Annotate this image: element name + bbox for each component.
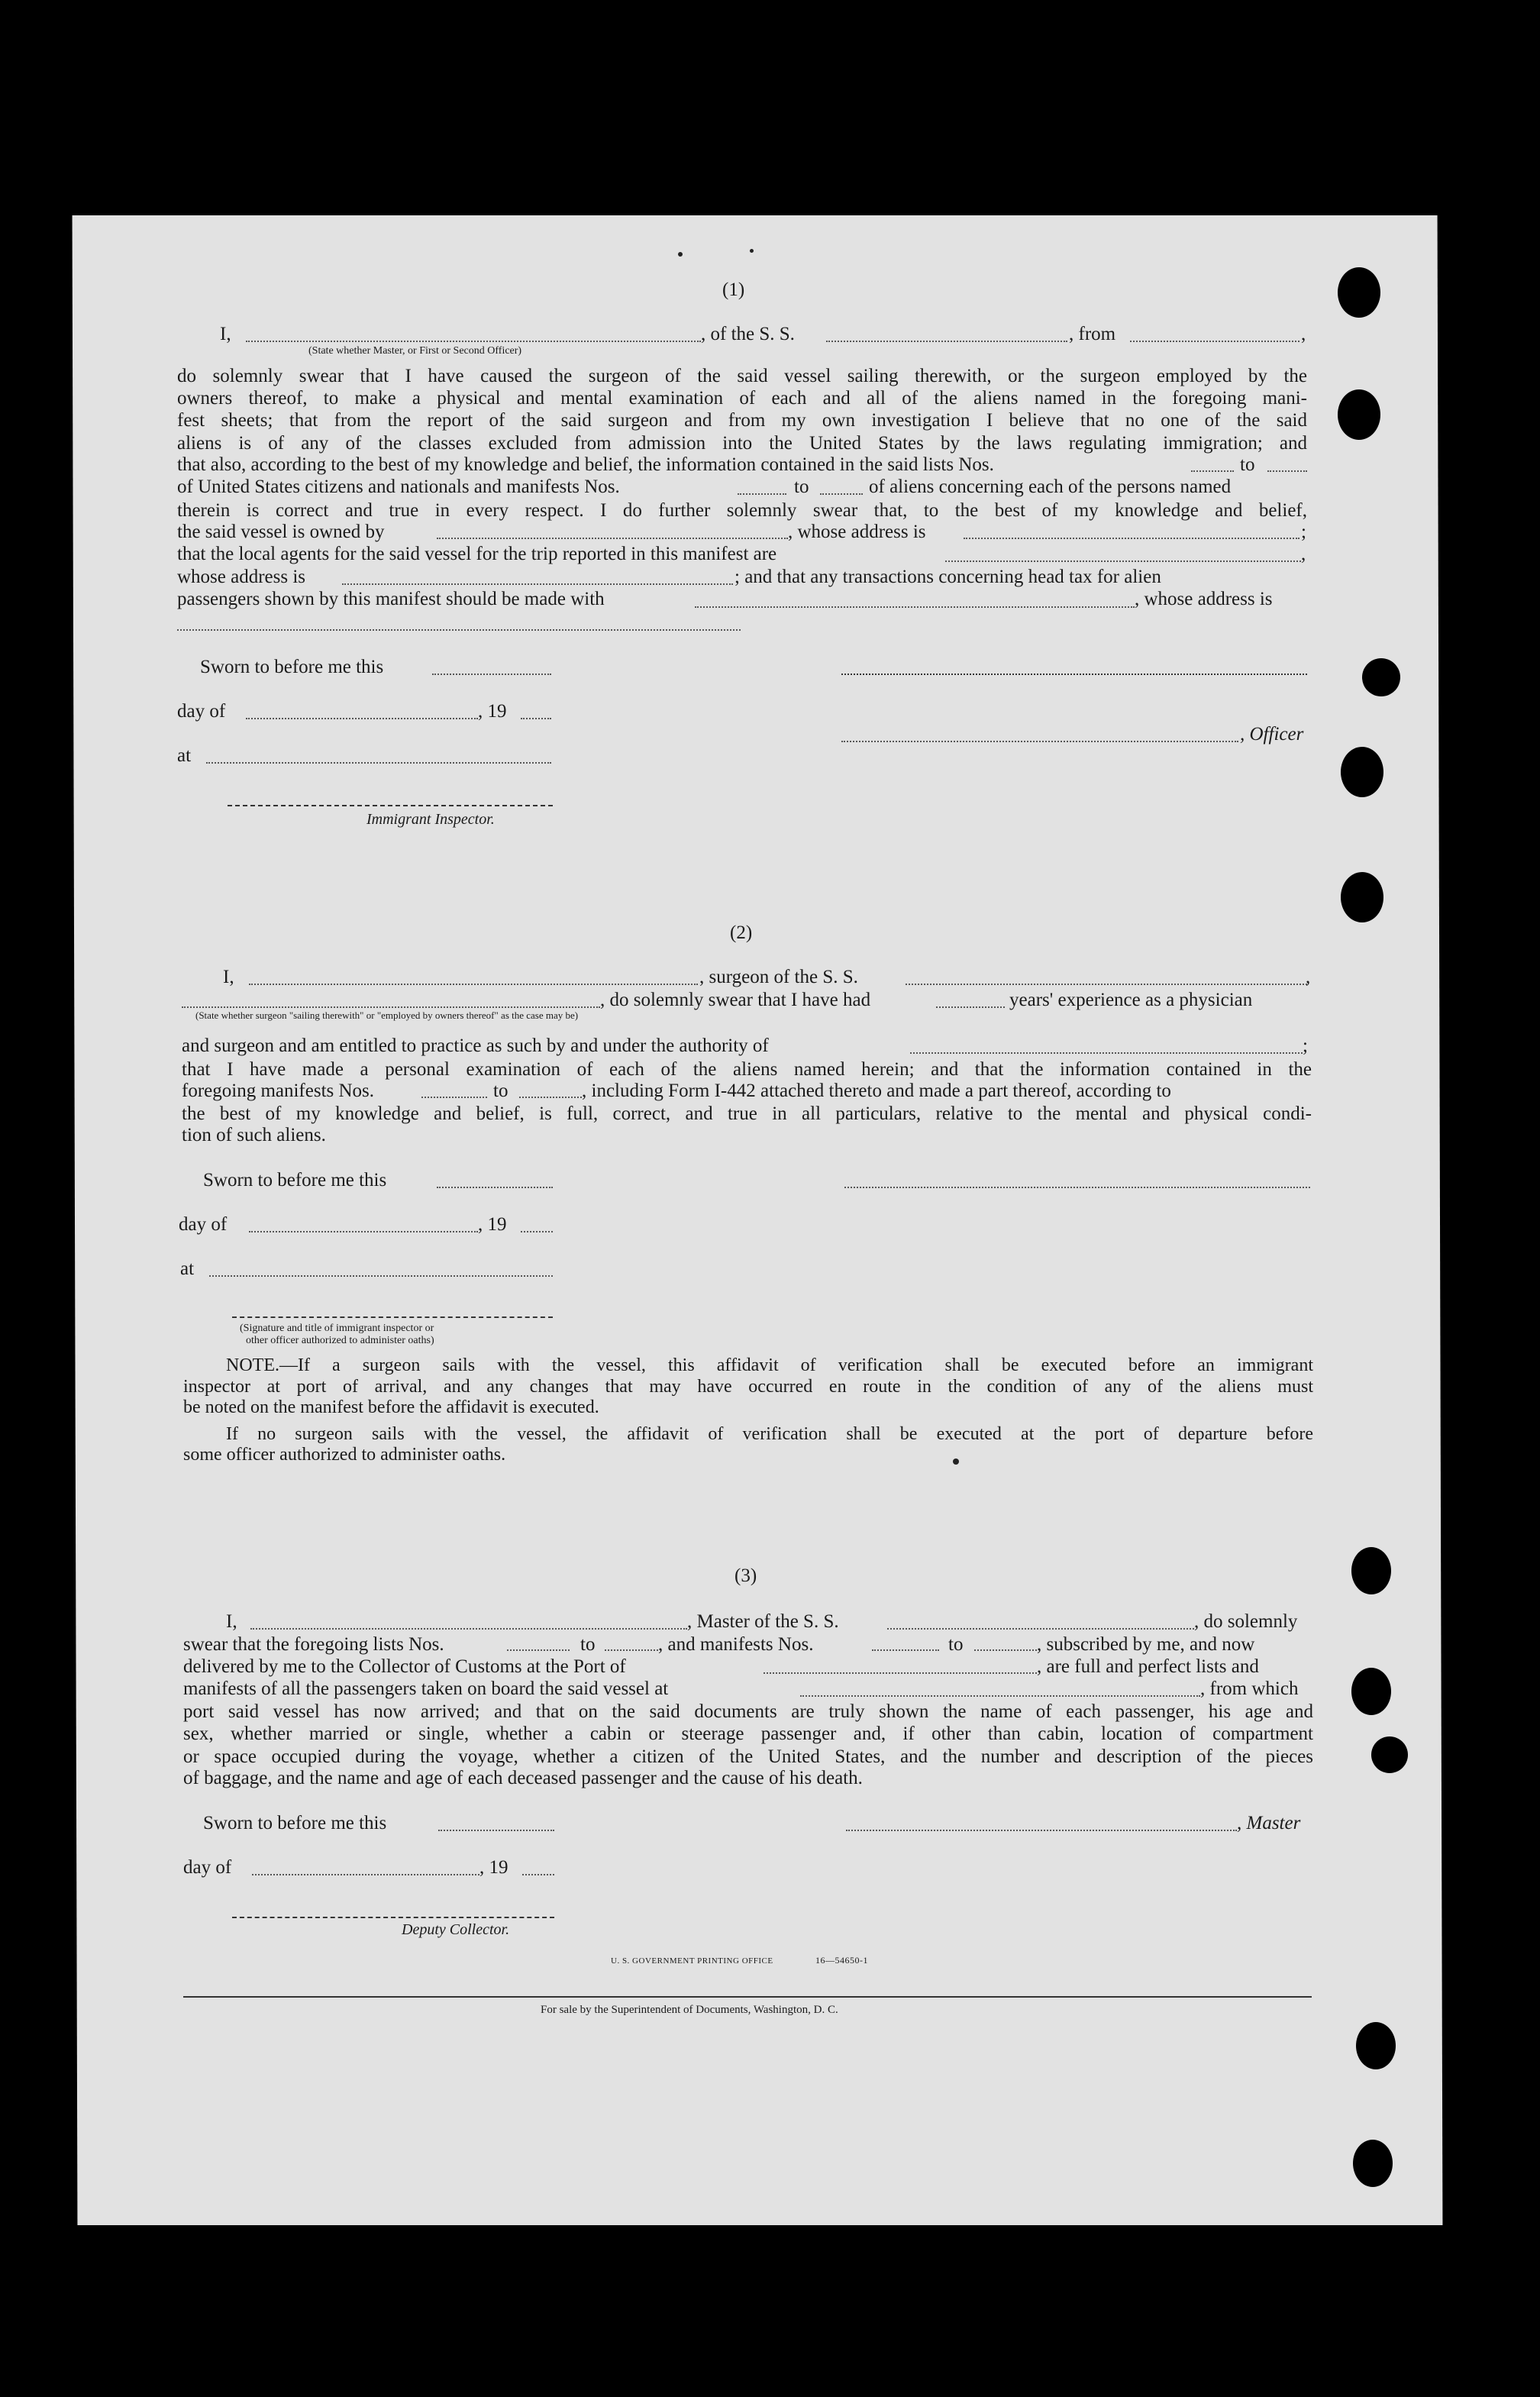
text: , (1301, 544, 1306, 564)
body-text: therein is correct and true in every respect. I do further solemnly swear that, to the best of my knowledge and belief, (177, 500, 1307, 521)
sworn-label: Sworn to before me this (203, 1813, 387, 1833)
blank-line (252, 1874, 479, 1875)
section-number: (3) (734, 1565, 757, 1586)
punch-hole (1341, 747, 1383, 797)
blank-line (964, 538, 1299, 539)
text: tion of such aliens. (182, 1125, 326, 1145)
punch-hole (1353, 2140, 1393, 2187)
text: , from (1069, 324, 1116, 344)
blank-line (764, 1672, 1037, 1674)
blank-line (974, 1649, 1037, 1651)
text: , surgeon of the S. S. (699, 967, 858, 987)
text: of baggage, and the name and age of each deceased passenger and the cause of his death. (183, 1768, 863, 1788)
punch-hole (1371, 1736, 1408, 1773)
day-label: day of (179, 1214, 228, 1235)
body-text: aliens is of any of the classes excluded from admission into the United States by the laws regulating immigration; and (177, 433, 1307, 454)
text: , including Form I-442 attached thereto and made a part thereof, according to (582, 1081, 1171, 1101)
body-text: do solemnly swear that I have caused the surgeon of the said vessel sailing therewith, or the surgeon employed by the (177, 366, 1307, 386)
text: to (493, 1081, 508, 1101)
blank-line (246, 718, 478, 719)
body-text: fest sheets; that from the report of the said surgeon and from my own investigation I believe that no one of the said (177, 410, 1307, 431)
text: ; (1303, 1035, 1308, 1056)
collector-label: Deputy Collector. (402, 1921, 510, 1938)
form-code: 16—54650-1 (815, 1955, 868, 1966)
sworn-label: Sworn to before me this (200, 657, 384, 677)
text: ; and that any transactions concerning head tax for alien (734, 567, 1161, 587)
text: , whose address is (1135, 589, 1273, 609)
note-text: NOTE.—If a surgeon sails with the vessel, this affidavit of verification shall be executed before an immigrant (226, 1355, 1313, 1375)
text: , do solemnly swear that I have had (600, 990, 871, 1010)
text: of aliens concerning each of the persons named (869, 476, 1232, 497)
printer-imprint: U. S. GOVERNMENT PRINTING OFFICE (611, 1956, 773, 1966)
speck (678, 252, 683, 257)
at-label: at (177, 745, 192, 766)
blank-line (182, 1006, 600, 1008)
text: to (948, 1634, 964, 1655)
body-text: that I have made a personal examination of each of the aliens named herein; and that the information contained in the (182, 1059, 1312, 1080)
punch-hole (1338, 267, 1380, 318)
text: , do solemnly (1194, 1611, 1298, 1632)
text: passengers shown by this manifest should be made with (177, 589, 605, 609)
blank-line (522, 1874, 554, 1875)
text: manifests of all the passengers taken on board the said vessel at (183, 1678, 669, 1699)
punch-hole (1362, 658, 1400, 696)
blank-line (1267, 470, 1307, 472)
note-text: If no surgeon sails with the vessel, the affidavit of verification shall be executed at the port of departure before (226, 1424, 1313, 1444)
body-text: or space occupied during the voyage, whether a citizen of the United States, and the number and description of the pieces (183, 1746, 1313, 1767)
master-label: , Master (1237, 1813, 1301, 1833)
blank-line (206, 762, 551, 764)
blank-line (519, 1097, 582, 1098)
blank-line (605, 1649, 658, 1651)
signature-line (228, 805, 553, 806)
blank-line (507, 1649, 570, 1651)
signature-line (841, 674, 1307, 675)
text: that the local agents for the said vessel for the trip reported in this manifest are (177, 544, 777, 564)
field-note: (State whether Master, or First or Second Officer) (308, 345, 522, 357)
signature-note: (Signature and title of immigrant inspector or (240, 1323, 434, 1334)
signature-line (846, 1830, 1237, 1831)
officer-line (841, 741, 1238, 742)
sworn-label: Sworn to before me this (203, 1170, 387, 1190)
text: to (1240, 454, 1255, 475)
blank-line (342, 583, 733, 585)
punch-hole (1338, 389, 1380, 440)
blank-line (249, 1231, 478, 1232)
blank-line (945, 560, 1301, 562)
year-label: , 19 (478, 701, 507, 722)
blank-line (250, 1628, 687, 1630)
text: , from which (1200, 1678, 1299, 1699)
text: , whose address is (788, 522, 926, 542)
year-label: , 19 (479, 1857, 508, 1878)
blank-line (1130, 341, 1299, 342)
body-text: port said vessel has now arrived; and that on the said documents are truly shown the name of each passenger, his age and (183, 1701, 1313, 1722)
sale-notice: For sale by the Superintendent of Documents, Washington, D. C. (541, 2004, 838, 2016)
blank-line (177, 629, 741, 631)
day-label: day of (177, 701, 226, 722)
blank-line (438, 1830, 554, 1831)
signature-note: other officer authorized to administer oaths) (246, 1335, 434, 1346)
blank-line (872, 1649, 939, 1651)
at-label: at (180, 1258, 195, 1279)
blank-line (906, 984, 1307, 985)
text: , (1306, 967, 1311, 987)
signature-line (844, 1187, 1310, 1188)
text: years' experience as a physician (1009, 990, 1253, 1010)
blank-line (695, 606, 1135, 608)
text: and surgeon and am entitled to practice as such by and under the authority of (182, 1035, 769, 1056)
text: , subscribed by me, and now (1037, 1634, 1255, 1655)
text: the said vessel is owned by (177, 522, 385, 542)
blank-line (826, 341, 1067, 342)
speck (750, 249, 754, 253)
text: of United States citizens and nationals and manifests Nos. (177, 476, 620, 497)
blank-line (421, 1097, 487, 1098)
text: , and manifests Nos. (658, 1634, 814, 1655)
blank-line (521, 1231, 553, 1232)
body-text: the best of my knowledge and belief, is full, correct, and true in all particulars, relative to the mental and physical condi- (182, 1103, 1312, 1124)
text: I, (226, 1611, 237, 1632)
signature-line (232, 1917, 554, 1918)
note-text: inspector at port of arrival, and any changes that may have occurred en route in the condition of any of the aliens must (183, 1377, 1313, 1397)
blank-line (910, 1052, 1303, 1054)
section-number: (2) (730, 922, 753, 943)
text: , Master of the S. S. (687, 1611, 839, 1632)
text: to (580, 1634, 596, 1655)
speck (953, 1459, 959, 1465)
body-text: sex, whether married or single, whether a cabin or steerage passenger and, if other than cabin, location of compartment (183, 1723, 1313, 1744)
text: , (1301, 324, 1306, 344)
blank-line (936, 1006, 1005, 1008)
blank-line (246, 341, 701, 342)
note-text: some officer authorized to administer oaths. (183, 1445, 506, 1465)
blank-line (209, 1275, 553, 1277)
text: foregoing manifests Nos. (182, 1081, 375, 1101)
body-text: owners thereof, to make a physical and mental examination of each and all of the aliens named in the foregoing mani- (177, 388, 1307, 409)
blank-line (432, 674, 551, 675)
blank-line (800, 1695, 1200, 1697)
officer-label: , Officer (1240, 724, 1304, 745)
blank-line (437, 538, 788, 539)
punch-hole (1356, 2022, 1396, 2069)
section-number: (1) (722, 279, 745, 300)
note-text: be noted on the manifest before the affidavit is executed. (183, 1397, 599, 1417)
text: delivered by me to the Collector of Customs at the Port of (183, 1656, 626, 1677)
blank-line (738, 493, 786, 495)
text: , of the S. S. (701, 324, 795, 344)
punch-hole (1351, 1668, 1391, 1715)
blank-line (521, 718, 551, 719)
text: to (794, 476, 809, 497)
blank-line (1191, 470, 1234, 472)
blank-line (887, 1628, 1194, 1630)
text: I, (220, 324, 231, 344)
text: swear that the foregoing lists Nos. (183, 1634, 444, 1655)
inspector-label: Immigrant Inspector. (366, 811, 495, 828)
punch-hole (1351, 1547, 1391, 1594)
text: ; (1301, 522, 1306, 542)
blank-line (820, 493, 863, 495)
year-label: , 19 (478, 1214, 507, 1235)
field-note: (State whether surgeon "sailing therewith" or "employed by owners thereof" as the case may be) (195, 1010, 579, 1021)
blank-line (249, 984, 698, 985)
text: whose address is (177, 567, 306, 587)
blank-line (437, 1187, 553, 1188)
day-label: day of (183, 1857, 232, 1878)
text: , are full and perfect lists and (1037, 1656, 1259, 1677)
punch-hole (1341, 872, 1383, 922)
text: that also, according to the best of my knowledge and belief, the information contained in the said lists Nos. (177, 454, 994, 475)
footer-rule (183, 1996, 1312, 1998)
text: I, (223, 967, 234, 987)
signature-line (232, 1316, 553, 1318)
